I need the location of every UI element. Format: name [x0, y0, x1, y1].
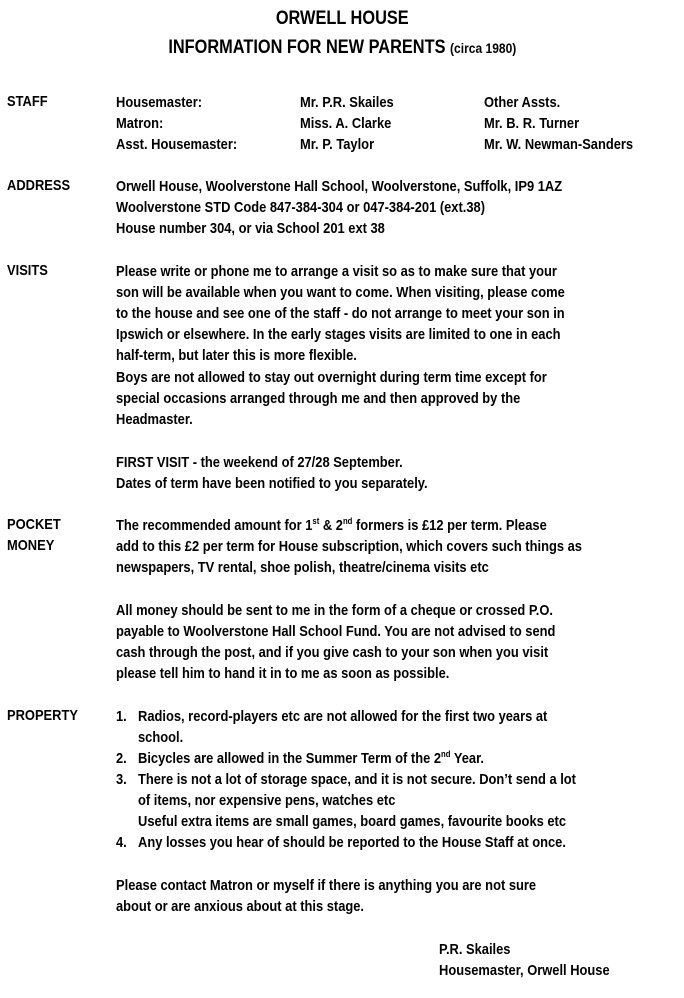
term-dates-note: Dates of term have been notified to you separately.: [116, 475, 428, 492]
other-assistant-name: Mr. B. R. Turner: [484, 115, 580, 132]
other-assistant-name: Mr. W. Newman-Sanders: [484, 136, 634, 153]
section-heading-money: MONEY: [7, 537, 55, 554]
staff-role: Housemaster:: [116, 94, 203, 111]
document-subtitle: [0, 37, 684, 59]
title-line-1: ORWELL HOUSE: [275, 8, 409, 29]
visits-text-line: Boys are not allowed to stay out overnight during term time except for: [116, 369, 547, 386]
staff-role: Asst. Housemaster:: [116, 136, 238, 153]
staff-name: Mr. P. Taylor: [300, 136, 375, 153]
visits-text-line: special occasions arranged through me and then approved by the: [116, 390, 521, 407]
list-item-text: Any losses you hear of should be reported to the House Staff at once.: [138, 834, 566, 851]
list-item-text: school.: [138, 729, 184, 746]
document-title: [0, 8, 684, 30]
list-item-text: There is not a lot of storage space, and it is not secure. Don’t send a lot: [138, 771, 576, 788]
staff-role: Matron:: [116, 115, 164, 132]
address-line: Orwell House, Woolverstone Hall School, Woolverstone, Suffolk, IP9 1AZ: [116, 178, 563, 195]
title-line-2: INFORMATION FOR NEW PARENTS: [168, 37, 446, 58]
visits-text-line: son will be available when you want to come. When visiting, please come: [116, 284, 565, 301]
list-item-number: 1.: [116, 708, 127, 725]
payment-text-line: payable to Woolverstone Hall School Fund. You are not advised to send: [116, 623, 556, 640]
visits-text-line: Please write or phone me to arrange a visit so as to make sure that your: [116, 263, 557, 280]
visits-text-line: Ipswich or elsewhere. In the early stages visits are limited to one in each: [116, 326, 561, 343]
pocket-money-text-line: The recommended amount for 1st & 2nd formers is £12 per term. Please: [116, 516, 547, 534]
payment-text-line: please tell him to hand it in to me as soon as possible.: [116, 665, 450, 682]
list-item-text: Useful extra items are small games, board games, favourite books etc: [138, 813, 567, 830]
address-line: Woolverstone STD Code 847-384-304 or 047-384-201 (ext.38): [116, 199, 486, 216]
list-item-text: Bicycles are allowed in the Summer Term of the 2nd Year.: [138, 749, 484, 767]
list-item-text: Radios, record-players etc are not allowed for the first two years at: [138, 708, 548, 725]
section-heading-pocket: POCKET: [7, 516, 61, 533]
section-heading-visits: VISITS: [7, 262, 48, 279]
staff-name: Mr. P.R. Skailes: [300, 94, 394, 111]
pocket-money-text-line: add to this £2 per term for House subscription, which covers such things as: [116, 538, 582, 555]
closing-text-line: Please contact Matron or myself if there is anything you are not sure: [116, 877, 537, 894]
other-assistants-heading: Other Assts.: [484, 94, 561, 111]
list-item-number: 4.: [116, 834, 127, 851]
first-visit-date: FIRST VISIT - the weekend of 27/28 September.: [116, 454, 403, 471]
staff-name: Miss. A. Clarke: [300, 115, 392, 132]
title-date-note: (circa 1980): [449, 40, 516, 56]
visits-text-line: to the house and see one of the staff - do not arrange to meet your son in: [116, 305, 565, 322]
pocket-money-text-line: newspapers, TV rental, shoe polish, theatre/cinema visits etc: [116, 559, 489, 576]
visits-text-line: Headmaster.: [116, 411, 193, 428]
list-item-number: 3.: [116, 771, 127, 788]
list-item-number: 2.: [116, 750, 127, 767]
signature-title: Housemaster, Orwell House: [439, 962, 610, 979]
closing-text-line: about or are anxious about at this stage.: [116, 898, 365, 915]
address-line: House number 304, or via School 201 ext 38: [116, 220, 385, 237]
section-heading-staff: STAFF: [7, 93, 48, 110]
signature-name: P.R. Skailes: [439, 941, 511, 958]
section-heading-property: PROPERTY: [7, 707, 78, 724]
list-item-text: of items, nor expensive pens, watches etc: [138, 792, 396, 809]
payment-text-line: cash through the post, and if you give cash to your son when you visit: [116, 644, 549, 661]
section-heading-address: ADDRESS: [7, 177, 71, 194]
visits-text-line: half-term, but later this is more flexible.: [116, 347, 357, 364]
payment-text-line: All money should be sent to me in the form of a cheque or crossed P.O.: [116, 602, 554, 619]
